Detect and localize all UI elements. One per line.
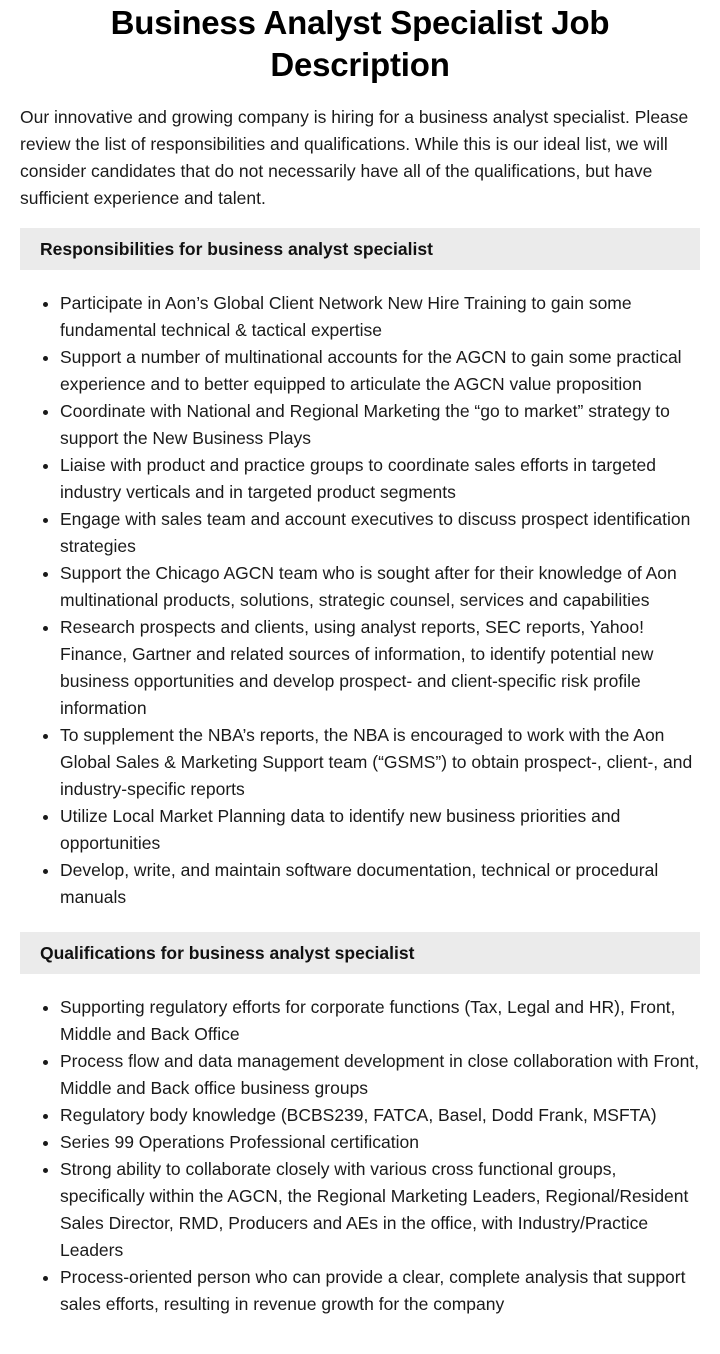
list-item: • Engage with sales team and account executives to discuss prospect identification strategies xyxy=(60,506,700,560)
page-title: Business Analyst Specialist Job Description xyxy=(110,4,610,83)
qualifications-list xyxy=(20,994,700,1318)
list-item: • Coordinate with National and Regional Marketing the “go to market” strategy to support the New Business Plays xyxy=(60,398,700,452)
responsibilities-heading: Responsibilities for business analyst specialist xyxy=(20,228,700,270)
list-item: • Process-oriented person who can provide a clear, complete analysis that support sales efforts, resulting in revenue growth for the company xyxy=(60,1264,700,1318)
list-item: • Participate in Aon’s Global Client Network New Hire Training to gain some fundamental technical & tactical expertise xyxy=(60,290,700,344)
list-item: • Support the Chicago AGCN team who is sought after for their knowledge of Aon multinational products, solutions, strategic counsel, services and capabilities xyxy=(60,560,700,614)
qualifications-heading: Qualifications for business analyst specialist xyxy=(20,932,700,974)
list-item: • Research prospects and clients, using analyst reports, SEC reports, Yahoo! Finance, Gartner and related sources of information, to identify potential new business opportunities and develop prospect- and client-specific risk profile information xyxy=(60,614,700,722)
list-item: • Regulatory body knowledge (BCBS239, FATCA, Basel, Dodd Frank, MSFTA) xyxy=(60,1102,700,1129)
list-item: • Series 99 Operations Professional certification xyxy=(60,1129,700,1156)
list-item: • Process flow and data management development in close collaboration with Front, Middle and Back office business groups xyxy=(60,1048,700,1102)
responsibilities-list xyxy=(20,290,700,911)
intro-paragraph: Our innovative and growing company is hiring for a business analyst specialist. Please review the list of responsibilities and qualifications. While this is our ideal list, we will consider candidates that do not necessarily have all of the qualifications, but have sufficient experience and talent. xyxy=(20,107,689,208)
list-item: • To supplement the NBA’s reports, the NBA is encouraged to work with the Aon Global Sales & Marketing Support team (“GSMS”) to obtain prospect-, client-, and industry-specific reports xyxy=(60,722,700,803)
list-item: • Utilize Local Market Planning data to identify new business priorities and opportunities xyxy=(60,803,700,857)
list-item: • Liaise with product and practice groups to coordinate sales efforts in targeted industry verticals and in targeted product segments xyxy=(60,452,700,506)
list-item: • Support a number of multinational accounts for the AGCN to gain some practical experience and to better equipped to articulate the AGCN value proposition xyxy=(60,344,700,398)
list-item: • Strong ability to collaborate closely with various cross functional groups, specifically within the AGCN, the Regional Marketing Leaders, Regional/Resident Sales Director, RMD, Producers and AEs in the office, with Industry/Practice Leaders xyxy=(60,1156,700,1264)
list-item: • Supporting regulatory efforts for corporate functions (Tax, Legal and HR), Front, Middle and Back Office xyxy=(60,994,700,1048)
list-item: • Develop, write, and maintain software documentation, technical or procedural manuals xyxy=(60,857,700,911)
